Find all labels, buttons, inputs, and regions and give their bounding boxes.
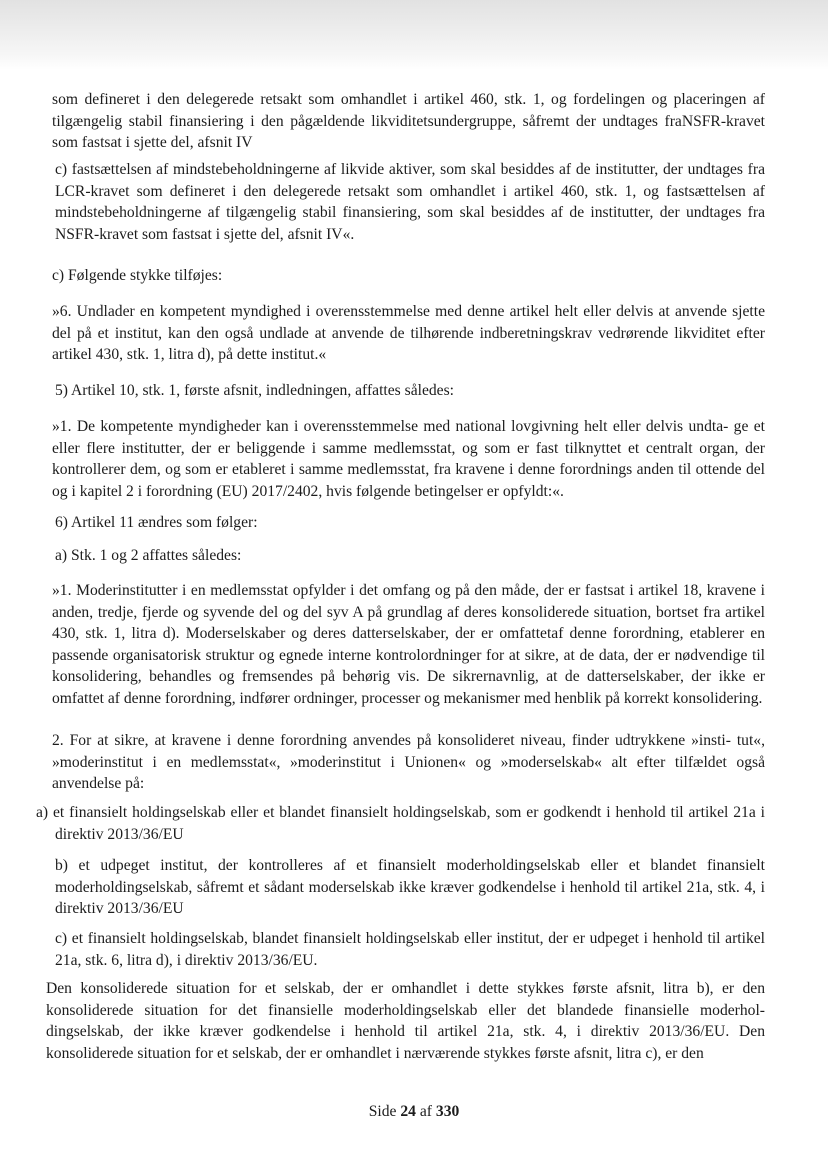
paragraph-8: a) Stk. 1 og 2 affattes således: [55,547,242,564]
paragraph-9: »1. Moderinstitutter i en medlemsstat opfylder i det omfang og på den måde, der er fastsat i artikel 18, kravene i anden, tredje, fjerde og syvende del og del syv A på grundlag af deres konsoliderede situation, bortset fra artikel 430, stk. 1, litra d). Moderselskaber og deres datterselskaber, der er omfattetaf denne forordning, etablerer en passende organisatorisk struktur og egnede interne kontrolordninger for at sikre, at de data, der er nødvendige til konsolidering, behandles og fremsendes på behørig vis. De sikrernavnlig, at de datterselskaber, der ikke er omfattet af denne forordning, indfører ordninger, processer og mekanismer med henblik på korrekt konsolidering. [52,582,765,707]
paragraph-4: »6. Undlader en kompetent myndighed i overensstemmelse med denne artikel helt eller delvis at anvende sjette del på et institut, kan den også undlade at anvende de tilhørende indberetningskrav vedrørende likviditet efter artikel 430, stk. 1, litra d), på dette institut.« [52,303,765,364]
paragraph-13: c) et finansielt holdingselskab, blandet finansielt holdingselskab eller institut, der er udpeget i henhold til artikel 21a, stk. 6, litra d), i direktiv 2013/36/EU. [55,930,765,969]
paragraph-3: c) Følgende stykke tilføjes: [52,267,223,284]
paragraph-12: b) et udpeget institut, der kontrolleres af et finansielt moderholdingselskab eller et blandet finansielt moderholdingselskab, såfremt et sådant moderselskab ikke kræver godkendelse i henhold til artikel 21a, stk. 4, i direktiv 2013/36/EU [55,857,765,918]
paragraph-14: Den konsoliderede situation for et selskab, der er omhandlet i dette stykkes første afsnit, litra b), er den konsoliderede situation for det finansielle moderholdingselskab eller det blandede finansielle moderhol- dingselskab, der ikke kræver godkendelse i henhold til artikel 21a, stk. 4, i direktiv 2013/36/EU. Den konsoliderede situation for et selskab, der er omhandlet i nærværende stykkes første afsnit, litra c), er den [46,980,765,1062]
footer-page-number: 24 [400,1103,416,1120]
paragraph-2: c) fastsættelsen af mindstebeholdningerne af likvide aktiver, som skal besiddes af de institutter, der undtages fra LCR-kravet som defineret i den delegerede retsakt som omhandlet i artikel 460, stk. 1, og fastsættelsen af mindstebeholdningerne af tilgængelig stabil finansiering, som skal besiddes af de institutter, der undtages fra NSFR-kravet som fastsat i sjette del, afsnit IV«. [55,161,765,243]
page-footer [0,1101,828,1122]
footer-page-total: 330 [435,1103,460,1120]
paragraph-7: 6) Artikel 11 ændres som følger: [55,514,258,531]
paragraph-5: 5) Artikel 10, stk. 1, første afsnit, indledningen, affattes således: [55,382,454,399]
footer-middle: af [419,1103,432,1120]
paragraph-6: »1. De kompetente myndigheder kan i overensstemmelse med national lovgivning helt eller delvis undta- ge et eller flere institutter, der er beliggende i samme medlemsstat, og som er fast tilknyttet et centralt organ, der kontrollerer dem, og som er etableret i samme medlemsstat, fra kravene i denne forordnings anden til ottende del og i kapitel 2 i forordning (EU) 2017/2402, hvis følgende betingelser er opfyldt:«. [52,418,765,500]
footer-prefix: Side [368,1103,397,1120]
paragraph-1: som defineret i den delegerede retsakt som omhandlet i artikel 460, stk. 1, og fordelingen og placeringen af tilgængelig stabil finansiering i den pågældende likviditetsundergruppe, såfremt der undtages fraNSFR-kravet som fastsat i sjette del, afsnit IV [52,91,765,152]
paragraph-10: 2. For at sikre, at kravene i denne forordning anvendes på konsolideret niveau, finder udtrykkene »insti- tut«, »moderinstitut i en medlemsstat«, »moderinstitut i Unionen« og »moderselskab« alt efter tilfældet også anvendelse på: [52,732,765,793]
paragraph-11: a) et finansielt holdingselskab eller et blandet finansielt holdingselskab, som er godkendt i henhold til artikel 21a i direktiv 2013/36/EU [36,804,765,843]
